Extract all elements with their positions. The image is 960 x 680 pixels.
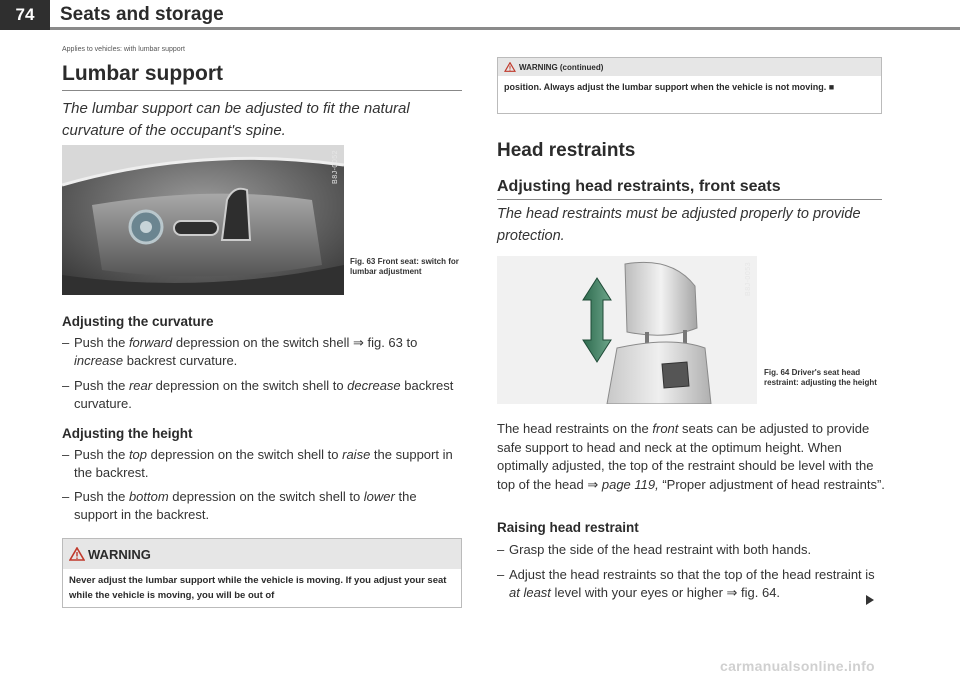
warning-triangle-icon <box>504 62 516 72</box>
head-restraints-intro: The head restraints must be adjusted properly to provide protection. <box>497 206 861 244</box>
curvature-bullet-2: – Push the rear depression on the switch shell to decrease backrest curvature. <box>62 378 454 411</box>
figure-64-caption: Fig. 64 Driver's seat head restraint: adjusting the height <box>764 368 877 387</box>
raising-heading: Raising head restraint <box>497 520 639 535</box>
height-heading: Adjusting the height <box>62 426 193 441</box>
section-rule <box>62 90 462 91</box>
warning-triangle-icon <box>69 547 85 561</box>
warning-continued-header <box>498 58 881 76</box>
lumbar-intro: The lumbar support can be adjusted to fit the natural curvature of the occupant's spine. <box>62 100 410 139</box>
fig-64-reference[interactable]: ⇒ fig. 64. <box>726 585 781 600</box>
height-bullet-2: – Push the bottom depression on the switch shell to lower the support in the backrest. <box>62 489 417 522</box>
warning-text: Never adjust the lumbar support while the vehicle is moving. If you adjust your seat while the vehicle is moving, you will be out of <box>69 575 447 601</box>
figure-64-code: B8J-0053 <box>745 262 752 296</box>
head-restraints-paragraph: The head restraints on the front seats can be adjusted to provide safe support to head and neck at the optimum height. When optimally adjusted, the top of the restraint should be level with the top of the head ⇒ page 119, “Proper adjustment of head restraints”. <box>497 421 885 492</box>
section-title-lumbar: Lumbar support <box>62 62 223 85</box>
warning-title: WARNING <box>88 546 151 562</box>
warning-box-continued <box>497 57 882 114</box>
curvature-bullet-1: – Push the forward depression on the switch shell ⇒ fig. 63 to increase backrest curvature. <box>62 335 418 368</box>
seat-switch-illustration <box>62 145 344 295</box>
page-119-reference[interactable]: ⇒ page 119, <box>587 476 659 492</box>
warning-box-lumbar <box>62 538 462 608</box>
curvature-heading: Adjusting the curvature <box>62 314 214 329</box>
chapter-title: Seats and storage <box>60 4 224 25</box>
figure-64-image <box>497 256 757 404</box>
height-bullet-1: – Push the top depression on the switch shell to raise the support in the backrest. <box>62 447 453 480</box>
watermark: carmanualsonline.info <box>720 658 875 674</box>
raising-bullet-2: – Adjust the head restraints so that the top of the head restraint is at least level with your eyes or higher ⇒ fig. 64. <box>497 567 875 600</box>
header-rule <box>50 27 960 30</box>
subsection-rule <box>497 199 882 200</box>
section-title-head-restraints: Head restraints <box>497 140 636 161</box>
raising-bullet-1: – Grasp the side of the head restraint with both hands. <box>497 542 812 557</box>
figure-63-code: B8J-0052 <box>332 150 339 184</box>
continue-arrow-icon <box>866 595 874 605</box>
figure-63-caption: Fig. 63 Front seat: switch for lumbar adjustment <box>350 257 459 276</box>
warning-continued-text: position. Always adjust the lumbar support when the vehicle is not moving. ■ <box>504 82 835 92</box>
warning-header <box>63 539 461 569</box>
fig-63-reference[interactable]: ⇒ fig. 63 <box>352 335 403 350</box>
page-number: 74 <box>0 0 50 30</box>
subsection-title-adjusting: Adjusting head restraints, front seats <box>497 178 781 195</box>
applies-to-note: Applies to vehicles: with lumbar support <box>62 46 185 53</box>
figure-63-image <box>62 145 344 295</box>
head-restraint-illustration <box>497 256 757 404</box>
warning-continued-title: WARNING (continued) <box>519 62 604 72</box>
